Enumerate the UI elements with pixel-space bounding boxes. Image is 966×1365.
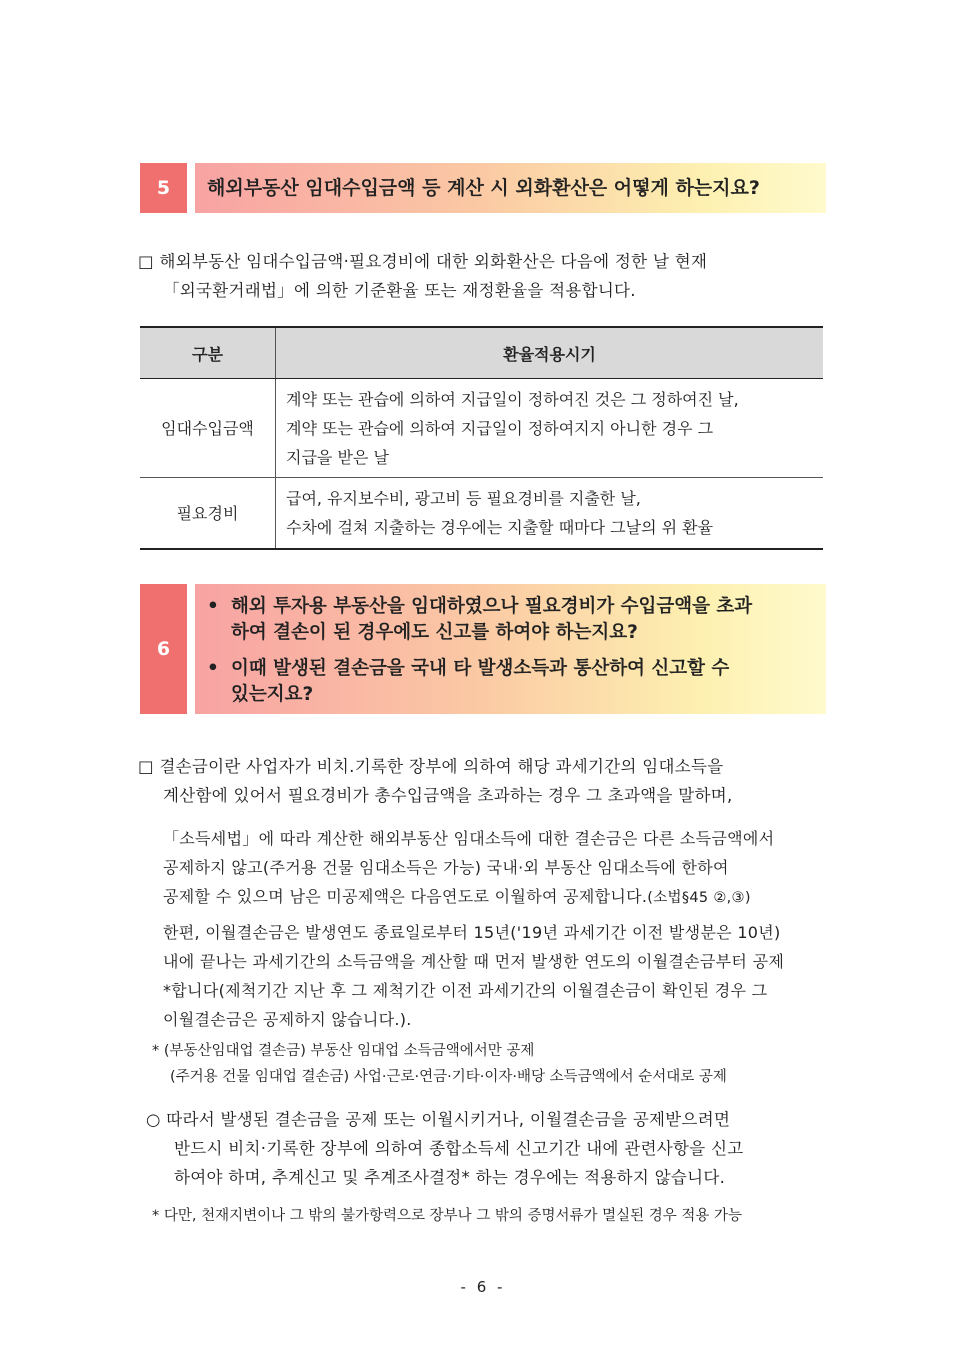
para-line: 반드시 비치·기록한 장부에 의하여 종합소득세 신고기간 내에 관련사항을 신고	[174, 1139, 744, 1158]
loss-definition	[138, 752, 828, 810]
intro-line: 「외국환거래법」에 의한 기준환율 또는 재정환율을 적용합니다.	[163, 281, 636, 300]
exchange-rate-intro	[138, 247, 828, 305]
footnote-line: (주거용 건물 임대업 결손금) 사업·근로·연금·기타·이자·배당 소득금액에서 순서대로 공제	[170, 1069, 727, 1085]
section-title-5: 해외부동산 임대수입금액 등 계산 시 외화환산은 어떻게 하는지요?	[195, 163, 826, 213]
footnote-star: *	[152, 1208, 160, 1224]
circle-mark: ○	[146, 1110, 161, 1129]
column-header: 환율적용시기	[276, 327, 824, 379]
para-line: *합니다(제척기간 지난 후 그 제척기간 이전 과세기간의 이월결손금이 확인된 경우 그	[163, 981, 768, 1000]
exchange-rate-table	[140, 326, 823, 550]
footnote-loss-types	[152, 1038, 832, 1090]
para-line: 결손금이란 사업자가 비치.기록한 장부에 의하여 해당 과세기간의 임대소득을	[159, 757, 724, 776]
page-number: - 6 -	[460, 1278, 506, 1296]
row-line: 계약 또는 관습에 의하여 지급일이 정하여진 것은 그 정하여진 날,	[286, 389, 739, 409]
law-reference: (소법§45 ②,③)	[647, 890, 751, 906]
question-line: 해외 투자용 부동산을 임대하였으나 필요경비가 수입금액을 초과	[231, 596, 753, 617]
para-line: 공제하지 않고(주거용 건물 임대소득은 가능) 국내·외 부동산 임대소득에 한하여	[163, 858, 729, 877]
para-line: 한편, 이월결손금은 발생연도 종료일로부터 15년('19년 과세기간 이전 발생분은 10년)	[163, 923, 781, 942]
row-line: 급여, 유지보수비, 광고비 등 필요경비를 지출한 날,	[286, 489, 641, 508]
row-label: 임대수입금액	[140, 379, 276, 478]
row-line: 수차에 걸쳐 지출하는 경우에는 지출할 때마다 그날의 위 환율	[286, 518, 714, 537]
para-line: 「소득세법」에 따라 계산한 해외부동산 임대소득에 대한 결손금은 다른 소득금액에서	[163, 829, 775, 848]
table-row	[140, 379, 823, 478]
table-header-row	[140, 327, 823, 379]
footnote-line: (부동산임대업 결손금) 부동산 임대업 소득금액에서만 공제	[163, 1043, 535, 1059]
checkbox-mark: □	[138, 757, 154, 776]
intro-line: 해외부동산 임대수입금액·필요경비에 대한 외화환산은 다음에 정한 날 현재	[159, 252, 708, 271]
question-bullet	[207, 656, 816, 708]
carryover-loss-rule	[163, 918, 833, 1034]
para-line: 하여야 하며, 추계신고 및 추계조사결정* 하는 경우에는 적용하지 않습니다.	[174, 1168, 726, 1187]
para-line: 공제할 수 있으며 남은 미공제액은 다음연도로 이월하여 공제합니다.	[163, 887, 648, 906]
para-line: 내에 끝나는 과세기간의 소득금액을 계산할 때 먼저 발생한 연도의 이월결손금부터 공제	[163, 952, 785, 971]
section-number-6: 6	[140, 584, 187, 714]
row-line: 계약 또는 관습에 의하여 지급일이 정하여지지 아니한 경우 그	[286, 418, 714, 438]
para-line: 이월결손금은 공제하지 않습니다.).	[163, 1010, 412, 1029]
table-row	[140, 478, 823, 550]
footnote-force-majeure	[152, 1203, 832, 1229]
row-content	[276, 379, 824, 478]
row-line: 지급을 받은 날	[286, 447, 389, 467]
section-number-5: 5	[140, 163, 187, 213]
footnote-line: 다만, 천재지변이나 그 밖의 불가항력으로 장부나 그 밖의 증명서류가 멸실된 경우 적용 가능	[163, 1208, 743, 1224]
loss-deduction-rule	[163, 824, 833, 913]
section-title-6	[195, 584, 826, 714]
question-bullet	[207, 594, 816, 646]
bullet-dot: •	[207, 658, 219, 679]
para-line: 계산함에 있어서 필요경비가 총수입금액을 초과하는 경우 그 초과액을 말하며,	[163, 786, 733, 805]
column-header: 구분	[140, 327, 276, 379]
para-line: 따라서 발생된 결손금을 공제 또는 이월시키거나, 이월결손금을 공제받으려면	[166, 1110, 731, 1129]
bullet-dot: •	[207, 596, 219, 617]
row-label: 필요경비	[140, 478, 276, 550]
question-line: 있는지요?	[231, 684, 314, 705]
loss-deduction-condition	[146, 1105, 836, 1192]
question-line: 이때 발생된 결손금을 국내 타 발생소득과 통산하여 신고할 수	[231, 658, 730, 679]
question-line: 하여 결손이 된 경우에도 신고를 하여야 하는지요?	[231, 622, 638, 643]
footnote-star: *	[152, 1043, 160, 1059]
checkbox-mark: □	[138, 252, 154, 271]
row-content	[276, 478, 824, 550]
